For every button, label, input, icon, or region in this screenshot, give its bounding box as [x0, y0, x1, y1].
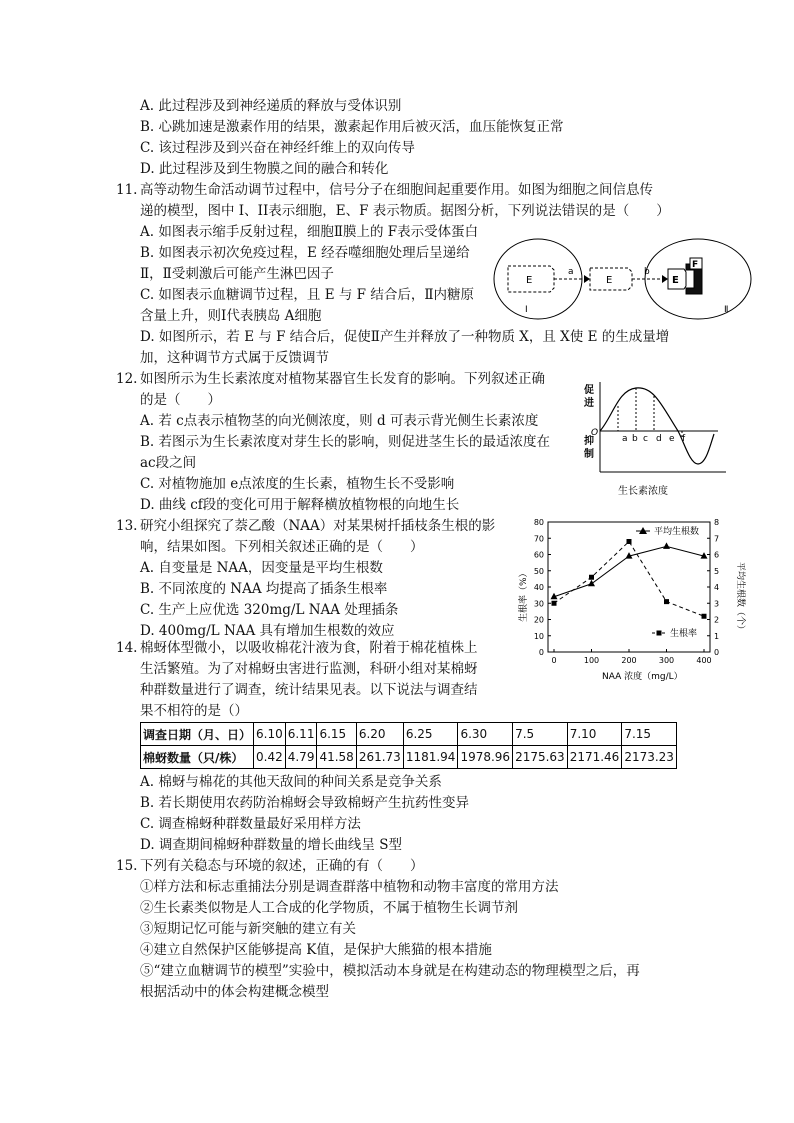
table-cell-count: 1978.96	[458, 746, 513, 769]
molecule-e-2-label: E	[606, 275, 613, 286]
q12-stem-line2: 的是（ ）	[140, 392, 221, 408]
x-tick-label: 0	[551, 656, 557, 665]
x-tick-label: 400	[696, 656, 712, 665]
promote-label-2: 进	[584, 398, 594, 409]
y-left-tick-label: 80	[533, 518, 544, 527]
q12-number: 12.	[116, 371, 138, 387]
table-cell-date: 6.15	[317, 723, 356, 746]
y-right-tick-label: 5	[714, 566, 720, 576]
table-cell-count: 0.42	[254, 746, 286, 769]
table-cell-count: 4.79	[285, 746, 317, 769]
table-cell-date: 7.5	[513, 723, 568, 746]
table-cell-date: 6.30	[458, 723, 513, 746]
inhibit-label-1: 抑	[584, 436, 594, 447]
q14-stem-line1: 棉蚜体型微小，以吸收棉花汁液为食，附着于棉花植株上	[140, 640, 478, 656]
q15-item: ②生长素类似物是人工合成的化学物质，不属于植物生长调节剂	[140, 900, 518, 916]
cell-2-label: Ⅱ	[724, 305, 729, 315]
point-c: c	[643, 434, 648, 444]
promote-label-1: 促	[584, 385, 594, 396]
x-tick-label: 100	[583, 656, 600, 665]
q10-option-c: C. 该过程涉及到兴奋在神经纤维上的双向传导	[140, 140, 415, 156]
y-right-tick-label: 2	[714, 615, 720, 625]
q13-option-c: C. 生产上应优选 320mg/L NAA 处理插条	[140, 602, 399, 618]
y-right-tick-label: 4	[714, 583, 720, 592]
q11-number: 11.	[116, 182, 138, 198]
y-left-axis-title: 生根率（%）	[519, 568, 529, 622]
q14-option-a: A. 棉蚜与棉花的其他天敌间的种间关系是竞争关系	[140, 774, 442, 790]
table-header-date: 调查日期（月、日）	[141, 723, 254, 746]
table-cell-date: 7.10	[567, 723, 622, 746]
q11-option-c-line1: C. 如图表示血糖调节过程，且 E 与 F 结合后，Ⅱ内糖原	[140, 287, 474, 303]
auxin-curve	[600, 388, 714, 464]
q12-option-b-line2: ac段之间	[140, 455, 197, 471]
table-cell-date: 6.25	[403, 723, 458, 746]
legend-label-avg-roots: 平均生根数	[654, 527, 700, 537]
y-right-tick-label: 6	[714, 550, 720, 560]
legend-label-rooting-rate: 生根率	[670, 629, 698, 639]
q14-option-d: D. 调查期间棉蚜种群数量的增长曲线呈 S型	[140, 837, 402, 853]
q12-option-d: D. 曲线 cf段的变化可用于解释横放植物根的向地生长	[140, 497, 460, 513]
data-point-rooting-rate	[627, 539, 632, 544]
q11-stem-line2: 递的模型，图中 I、II表示细胞，E、F 表示物质。据图分析，下列说法错误的是（ ）	[140, 203, 670, 219]
q10-option-a: A. 此过程涉及到神经递质的释放与受体识别	[140, 98, 402, 114]
point-d: d	[656, 434, 662, 444]
q14-aphid-table	[140, 722, 677, 769]
point-f: f	[682, 434, 686, 444]
q13-option-b: B. 不同浓度的 NAA 均提高了插条生根率	[140, 581, 388, 597]
y-left-tick-label: 40	[533, 583, 544, 592]
arrow-b-label: b	[644, 267, 650, 277]
point-a: a	[622, 434, 628, 444]
table-cell-count: 2171.46	[567, 746, 622, 769]
q11-option-c-line2: 含量上升，则Ⅰ代表胰岛 A细胞	[140, 308, 322, 324]
q15-item: ⑤“建立血糖调节的模型”实验中，模拟活动本身就是在构建动态的物理模型之后，再	[140, 963, 640, 979]
q15-stem: 下列有关稳态与环境的叙述，正确的有（ ）	[140, 858, 424, 874]
y-right-tick-label: 0	[714, 648, 720, 657]
y-left-tick-label: 10	[533, 631, 544, 641]
data-point-rooting-rate	[702, 614, 707, 619]
table-cell-date: 7.15	[622, 723, 677, 746]
q15-item: ④建立自然保护区能够提高 K值，是保护大熊猫的根本措施	[140, 942, 492, 958]
data-point-rooting-rate	[552, 601, 557, 606]
q13-option-d: D. 400mg/L NAA 具有增加生根数的效应	[140, 623, 395, 639]
q12-option-c: C. 对植物施加 e点浓度的生长素，植物生长不受影响	[140, 476, 455, 492]
q15-item: ①样方法和标志重捕法分别是调查群落中植物和动物丰富度的常用方法	[140, 879, 559, 895]
q13-stem-line1: 研究小组探究了萘乙酸（NAA）对某果树扦插枝条生根的影	[140, 518, 496, 534]
q11-option-b-line2: Ⅱ，Ⅱ受刺激后可能产生淋巴因子	[140, 266, 334, 282]
molecule-e-1-label: E	[526, 275, 533, 286]
q14-option-c: C. 调查棉蚜种群数量最好采用样方法	[140, 816, 361, 832]
q15-item: ③短期记忆可能与新突触的建立有关	[140, 921, 356, 937]
q13-option-a: A. 自变量是 NAA，因变量是平均生根数	[140, 560, 383, 576]
q14-number: 14.	[116, 640, 138, 656]
molecule-e-3-label: E	[672, 275, 679, 286]
q14-stem-line4: 果不相符的是（）	[140, 703, 248, 719]
y-right-axis-title: 平均生根数（个）	[735, 562, 745, 635]
arrow-a-label: a	[568, 267, 574, 277]
y-left-tick-label: 70	[533, 534, 544, 544]
q11-option-d-line2: 加，这种调节方式属于反馈调节	[140, 350, 329, 366]
table-header-count: 棉蚜数量（只/株）	[141, 746, 254, 769]
y-left-tick-label: 20	[533, 615, 544, 625]
table-cell-date: 6.20	[356, 723, 403, 746]
q12-auxin-curve-figure	[578, 376, 738, 500]
q11-signal-diagram	[492, 236, 756, 322]
y-right-tick-label: 1	[714, 631, 720, 641]
x-tick-label: 300	[658, 656, 675, 665]
table-cell-count: 2175.63	[513, 746, 568, 769]
cell-1-label: Ⅰ	[525, 305, 528, 315]
data-point-rooting-rate	[664, 599, 669, 604]
table-row-dates	[141, 723, 677, 746]
q15-number: 15.	[116, 858, 138, 874]
x-axis-title: NAA 浓度（mg/L）	[602, 672, 683, 682]
point-b: b	[632, 434, 638, 444]
data-point-rooting-rate	[589, 575, 594, 580]
point-e: e	[669, 434, 675, 444]
q13-stem-line2: 响，结果如图。下列相关叙述正确的是（ ）	[140, 539, 424, 555]
q13-number: 13.	[116, 518, 138, 534]
q14-stem-line3: 种群数量进行了调查，统计结果见表。以下说法与调查结	[140, 682, 478, 698]
y-right-tick-label: 3	[714, 599, 720, 609]
data-point-avg-roots	[663, 542, 670, 549]
cell-1-outline	[494, 239, 582, 319]
q15-item-continued: 根据活动中的体会构建概念模型	[140, 984, 329, 1000]
y-left-tick-label: 0	[538, 648, 544, 657]
table-cell-date: 6.11	[285, 723, 317, 746]
q12-stem-line1: 如图所示为生长素浓度对植物某器官生长发育的影响。下列叙述正确	[140, 371, 545, 387]
y-left-tick-label: 30	[533, 599, 544, 609]
q12-option-a: A. 若 c点表示植物茎的向光侧浓度，则 d 可表示背光侧生长素浓度	[140, 413, 539, 429]
table-cell-count: 41.58	[317, 746, 356, 769]
x-tick-label: 200	[621, 656, 637, 665]
inhibit-label-2: 制	[584, 449, 594, 460]
table-cell-count: 2173.23	[622, 746, 677, 769]
q11-option-d-line1: D. 如图所示，若 E 与 F 结合后，促使Ⅱ产生并释放了一种物质 X，且 X使 E 的生成量增	[140, 329, 670, 345]
data-point-avg-roots	[588, 580, 595, 587]
table-row-counts	[141, 746, 677, 769]
q13-naa-chart	[512, 512, 752, 682]
x-axis-label: 生长素浓度	[618, 486, 668, 497]
q12-option-b-line1: B. 若图示为生长素浓度对芽生长的影响，则促进茎生长的最适浓度在	[140, 434, 551, 450]
q10-option-b: B. 心跳加速是激素作用的结果，激素起作用后被灭活，血压能恢复正常	[140, 119, 564, 135]
y-left-tick-label: 60	[533, 550, 544, 560]
y-right-tick-label: 7	[714, 534, 720, 544]
table-cell-count: 1181.94	[403, 746, 458, 769]
y-right-tick-label: 8	[714, 518, 720, 527]
q11-stem-line1: 高等动物生命活动调节过程中，信号分子在细胞间起重要作用。如图为细胞之间信息传	[140, 182, 653, 198]
q10-option-d: D. 此过程涉及到生物膜之间的融合和转化	[140, 161, 389, 177]
q14-stem-line2: 生活繁殖。为了对棉蚜虫害进行监测，科研小组对某棉蚜	[140, 661, 478, 677]
q11-option-a: A. 如图表示缩手反射过程，细胞Ⅱ膜上的 F表示受体蛋白	[140, 224, 479, 240]
origin-label: O	[591, 428, 599, 438]
receptor-f-label: F	[692, 260, 699, 270]
q14-option-b: B. 若长期使用农药防治棉蚜会导致棉蚜产生抗药性变异	[140, 795, 470, 811]
q11-option-b-line1: B. 如图表示初次免疫过程，E 经吞噬细胞处理后呈递给	[140, 245, 470, 261]
table-cell-date: 6.10	[254, 723, 286, 746]
y-left-tick-label: 50	[533, 566, 544, 576]
table-cell-count: 261.73	[356, 746, 403, 769]
